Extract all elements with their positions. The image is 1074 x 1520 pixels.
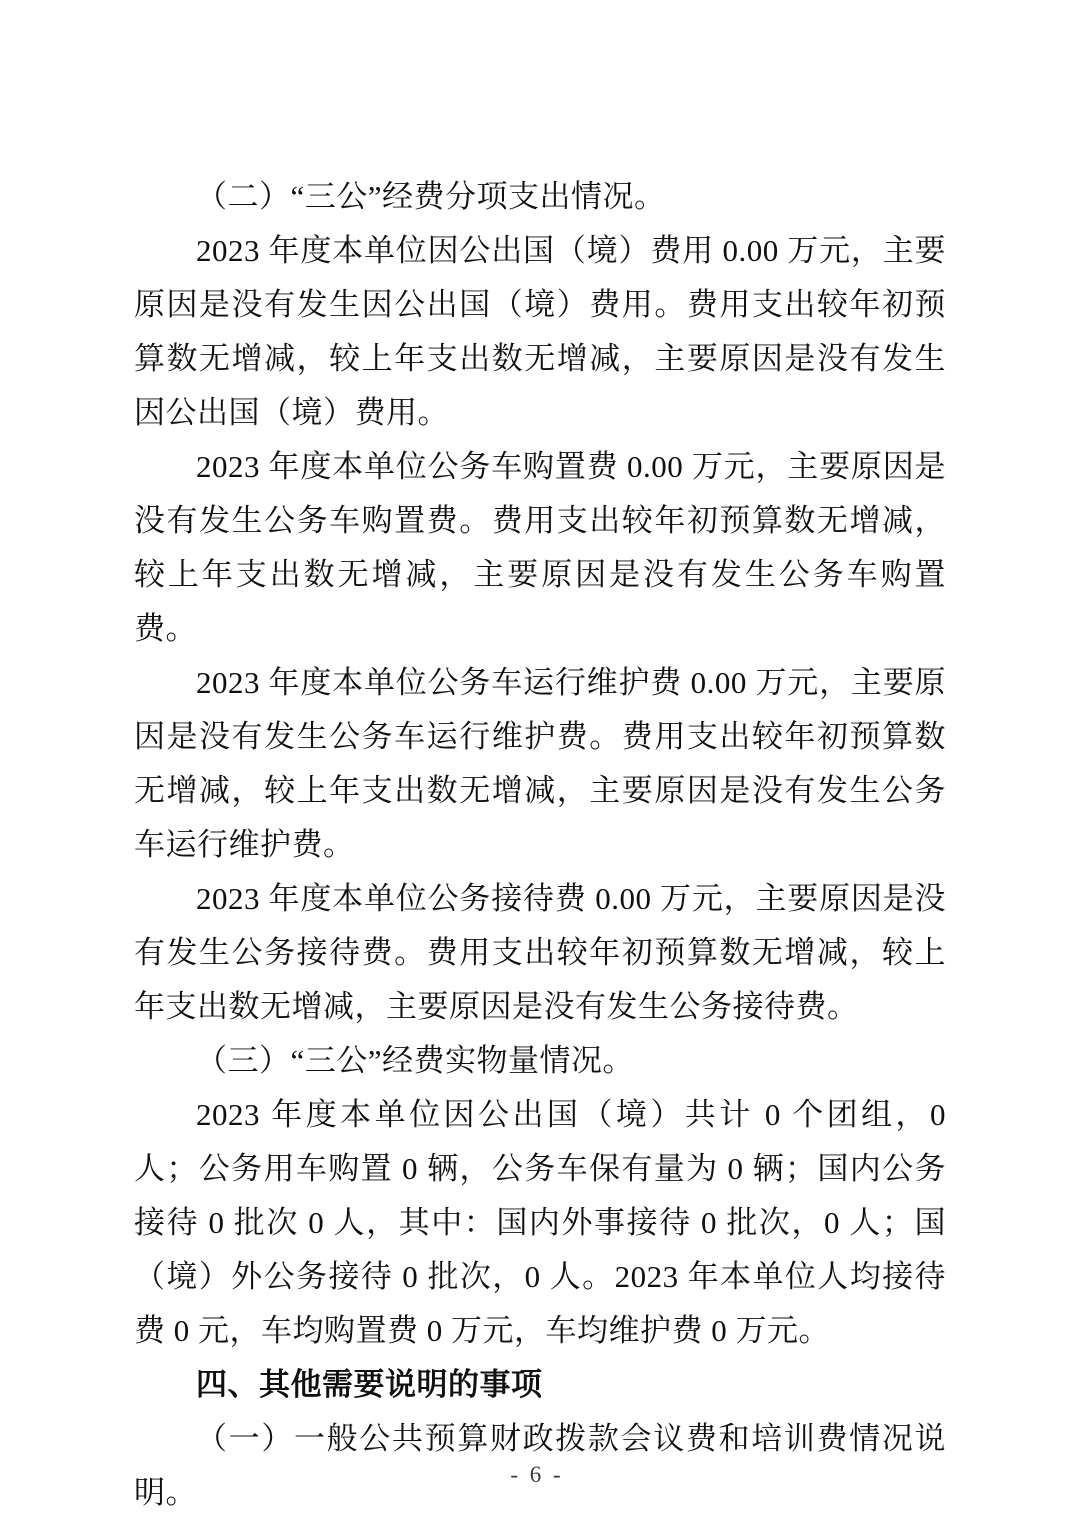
- paragraph-official-reception-expense: 2023 年度本单位公务接待费 0.00 万元，主要原因是没有发生公务接待费。费用支出较年初预算数无增减，较上年支出数无增减，主要原因是没有发生公务接待费。: [134, 881, 946, 1024]
- section-heading-three-public-physical-quantity: （三）“三公”经费实物量情况。: [196, 1043, 635, 1078]
- section-heading-three-public-itemized-expense: （二）“三公”经费分项支出情况。: [196, 179, 666, 214]
- paragraph-official-vehicle-purchase-expense: 2023 年度本单位公务车购置费 0.00 万元，主要原因是没有发生公务车购置费。费用支出较年初预算数无增减，较上年支出数无增减，主要原因是没有发生公务车购置费。: [134, 449, 946, 646]
- paragraph-official-vehicle-maintenance-expense: 2023 年度本单位公务车运行维护费 0.00 万元，主要原因是没有发生公务车运行维护费。费用支出较年初预算数无增减，较上年支出数无增减，主要原因是没有发生公务车运行维护费。: [134, 665, 946, 862]
- paragraph-physical-quantity-details: 2023 年度本单位因公出国（境）共计 0 个团组，0 人；公务用车购置 0 辆，公务车保有量为 0 辆；国内公务接待 0 批次 0 人，其中：国内外事接待 0 批次，0 人；国（境）外公务接待 0 批次，0 人。2023 年本单位人均接待费 0 元，车均购置费 0 万元，车均维护费 0 万元。: [134, 1097, 946, 1348]
- section-heading-other-matters: 四、其他需要说明的事项: [196, 1367, 543, 1402]
- paragraph-overseas-travel-expense: 2023 年度本单位因公出国（境）费用 0.00 万元，主要原因是没有发生因公出国（境）费用。费用支出较年初预算数无增减，较上年支出数无增减，主要原因是没有发生因公出国（境）费用。: [134, 233, 946, 430]
- document-body: [134, 170, 946, 1520]
- paragraph-meeting-training-expense-note: （一）一般公共预算财政拨款会议费和培训费情况说明。: [134, 1421, 946, 1510]
- page-number: - 6 -: [510, 1462, 564, 1487]
